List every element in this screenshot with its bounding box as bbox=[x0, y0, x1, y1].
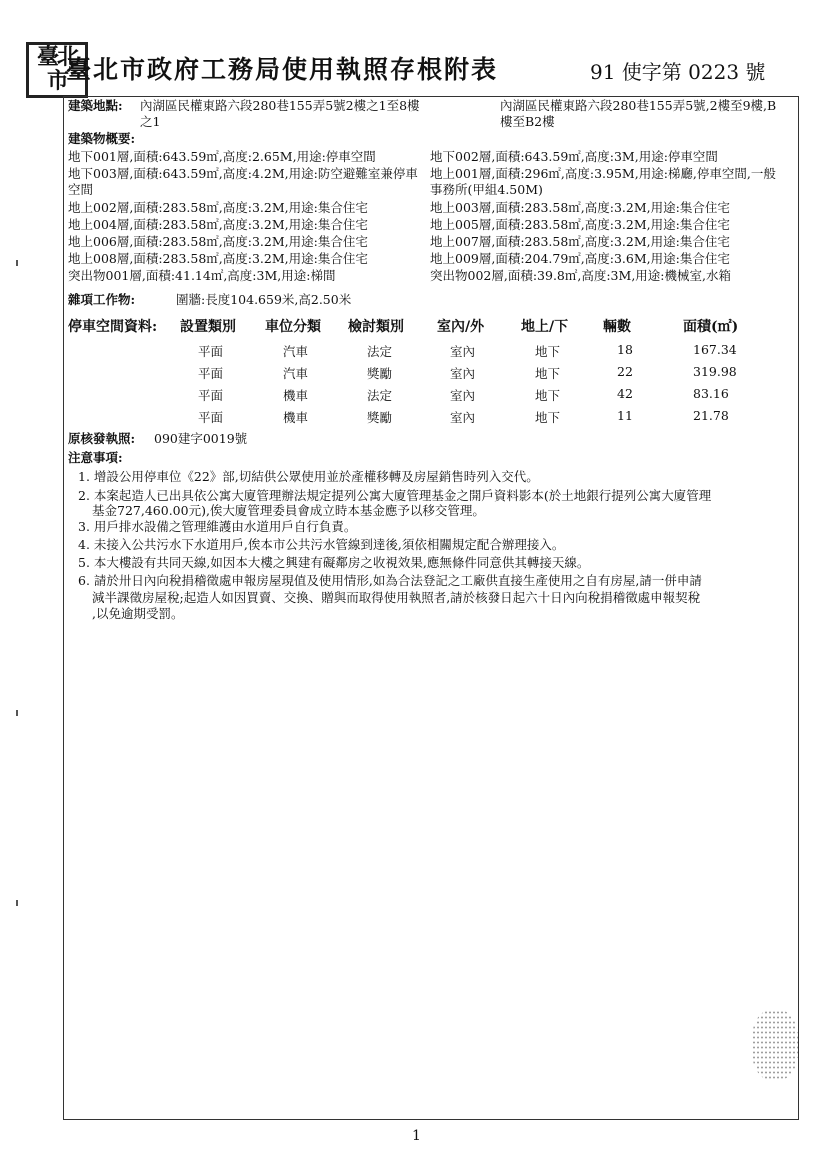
floor-right-6: 地上009層,面積:204.79㎡,高度:3.6M,用途:集合住宅 bbox=[430, 251, 730, 266]
note-item-cont: 減半課徵房屋稅;起造人如因買賣、交換、贈與而取得使用執照者,請於核發日起六十日內向稅捐稽徵處申報契稅 bbox=[92, 590, 701, 605]
parking-cell-count: 42 bbox=[617, 386, 633, 401]
parking-cell-above-below: 地下 bbox=[535, 366, 561, 381]
parking-cell-area: 319.98 bbox=[693, 364, 737, 379]
floor-right-7: 突出物002層,面積:39.8㎡,高度:3M,用途:機械室,水箱 bbox=[430, 268, 731, 283]
parking-cell-category: 平面 bbox=[198, 388, 224, 403]
parking-cell-above-below: 地下 bbox=[535, 410, 561, 425]
scan-noise bbox=[752, 1010, 798, 1080]
parking-cell-category: 平面 bbox=[198, 344, 224, 359]
floor-right-5: 地上007層,面積:283.58㎡,高度:3.2M,用途:集合住宅 bbox=[430, 234, 730, 249]
site-address-right-line2: 樓至B2樓 bbox=[500, 114, 555, 129]
parking-header-above-below: 地上/下 bbox=[521, 319, 569, 335]
parking-cell-area: 167.34 bbox=[693, 342, 737, 357]
floor-right-1: 地下002層,面積:643.59㎡,高度:3M,用途:停車空間 bbox=[430, 149, 718, 164]
parking-cell-category: 平面 bbox=[198, 366, 224, 381]
binding-hole-mark bbox=[16, 260, 18, 266]
parking-cell-review-type: 法定 bbox=[367, 388, 393, 403]
floor-right-3: 地上003層,面積:283.58㎡,高度:3.2M,用途:集合住宅 bbox=[430, 200, 730, 215]
parking-cell-above-below: 地下 bbox=[535, 388, 561, 403]
floor-left-3: 地上002層,面積:283.58㎡,高度:3.2M,用途:集合住宅 bbox=[68, 200, 368, 215]
parking-cell-area: 21.78 bbox=[693, 408, 729, 423]
binding-hole-mark bbox=[16, 900, 18, 906]
floor-left-7: 突出物001層,面積:41.14㎡,高度:3M,用途:梯間 bbox=[68, 268, 336, 283]
page-title: 臺北市政府工務局使用執照存根附表 bbox=[66, 55, 499, 84]
parking-label: 停車空間資料: bbox=[68, 319, 158, 335]
floor-left-6: 地上008層,面積:283.58㎡,高度:3.2M,用途:集合住宅 bbox=[68, 251, 368, 266]
parking-header-indoor-outdoor: 室內/外 bbox=[437, 319, 485, 335]
note-item: 1. 增設公用停車位《22》部,切結供公眾使用並於產權移轉及房屋銷售時列入交代。 bbox=[78, 469, 539, 484]
parking-header-count: 輛數 bbox=[603, 319, 631, 335]
floor-left-2: 地下003層,面積:643.59㎡,高度:4.2M,用途:防空避難室兼停車 bbox=[68, 166, 418, 181]
parking-cell-count: 11 bbox=[617, 408, 633, 423]
floor-right-2-cont: 事務所(甲組4.50M) bbox=[430, 182, 543, 197]
parking-cell-category: 平面 bbox=[198, 410, 224, 425]
parking-cell-review-type: 獎勵 bbox=[367, 410, 393, 425]
permit-number: 91 使字第 0223 號 bbox=[590, 60, 766, 84]
note-item: 2. 本案起造人已出具依公寓大廈管理辦法規定提列公寓大廈管理基金之開戶資料影本(於土地銀行提列公寓大廈管理 bbox=[78, 488, 712, 503]
parking-cell-above-below: 地下 bbox=[535, 344, 561, 359]
parking-cell-review-type: 獎勵 bbox=[367, 366, 393, 381]
page-number: 1 bbox=[412, 1128, 421, 1144]
parking-cell-indoor-outdoor: 室內 bbox=[450, 366, 476, 381]
floor-left-1: 地下001層,面積:643.59㎡,高度:2.65M,用途:停車空間 bbox=[68, 149, 376, 164]
floor-left-2-cont: 空間 bbox=[68, 182, 94, 197]
floor-right-4: 地上005層,面積:283.58㎡,高度:3.2M,用途:集合住宅 bbox=[430, 217, 730, 232]
floor-left-4: 地上004層,面積:283.58㎡,高度:3.2M,用途:集合住宅 bbox=[68, 217, 368, 232]
misc-works-label: 雜項工作物: bbox=[68, 292, 136, 307]
overview-label: 建築物概要: bbox=[68, 131, 136, 146]
floor-left-5: 地上006層,面積:283.58㎡,高度:3.2M,用途:集合住宅 bbox=[68, 234, 368, 249]
parking-cell-count: 18 bbox=[617, 342, 633, 357]
parking-cell-indoor-outdoor: 室內 bbox=[450, 388, 476, 403]
original-permit-value: 090建字0019號 bbox=[154, 431, 248, 446]
parking-cell-vehicle-type: 機車 bbox=[283, 410, 309, 425]
floor-right-2: 地上001層,面積:296㎡,高度:3.95M,用途:梯廳,停車空間,一般 bbox=[430, 166, 776, 181]
site-address-right-line1: 內湖區民權東路六段280巷155弄5號,2樓至9樓,B bbox=[500, 98, 777, 113]
site-label: 建築地點: bbox=[68, 98, 123, 113]
note-item: 3. 用戶排水設備之管理維護由水道用戶自行負責。 bbox=[78, 519, 357, 534]
parking-cell-vehicle-type: 汽車 bbox=[283, 344, 309, 359]
note-item-cont: 基金727,460.00元),俟大廈管理委員會成立時本基金應予以移交管理。 bbox=[92, 503, 485, 518]
parking-cell-vehicle-type: 汽車 bbox=[283, 366, 309, 381]
parking-cell-indoor-outdoor: 室內 bbox=[450, 410, 476, 425]
notes-label: 注意事項: bbox=[68, 450, 123, 465]
stamp-seal: 臺北市 bbox=[26, 42, 88, 98]
note-item: 5. 本大樓設有共同天線,如因本大樓之興建有礙鄰房之收視效果,應無條件同意供其轉接天線。 bbox=[78, 555, 590, 570]
parking-cell-indoor-outdoor: 室內 bbox=[450, 344, 476, 359]
site-address-left-line2: 之1 bbox=[140, 114, 161, 129]
note-item-cont: ,以免逾期受罰。 bbox=[92, 606, 184, 621]
parking-header-vehicle-type: 車位分類 bbox=[265, 319, 321, 335]
parking-cell-review-type: 法定 bbox=[367, 344, 393, 359]
parking-header-category: 設置類別 bbox=[180, 319, 236, 335]
parking-cell-area: 83.16 bbox=[693, 386, 729, 401]
misc-works-value: 圍牆:長度104.659米,高2.50米 bbox=[176, 292, 352, 307]
parking-header-area: 面積(㎡) bbox=[683, 319, 739, 335]
site-address-left-line1: 內湖區民權東路六段280巷155弄5號2樓之1至8樓 bbox=[140, 98, 420, 113]
parking-cell-vehicle-type: 機車 bbox=[283, 388, 309, 403]
parking-cell-count: 22 bbox=[617, 364, 633, 379]
note-item: 4. 未接入公共污水下水道用戶,俟本市公共污水管線到達後,須依相關規定配合辦理接入。 bbox=[78, 537, 565, 552]
parking-header-review-type: 檢討類別 bbox=[348, 319, 404, 335]
note-item: 6. 請於卅日內向稅捐稽徵處申報房屋現值及使用情形,如為合法登記之工廠供直接生產使用之自有房屋,請一併申請 bbox=[78, 573, 702, 588]
binding-hole-mark bbox=[16, 710, 18, 716]
original-permit-label: 原核發執照: bbox=[68, 431, 136, 446]
